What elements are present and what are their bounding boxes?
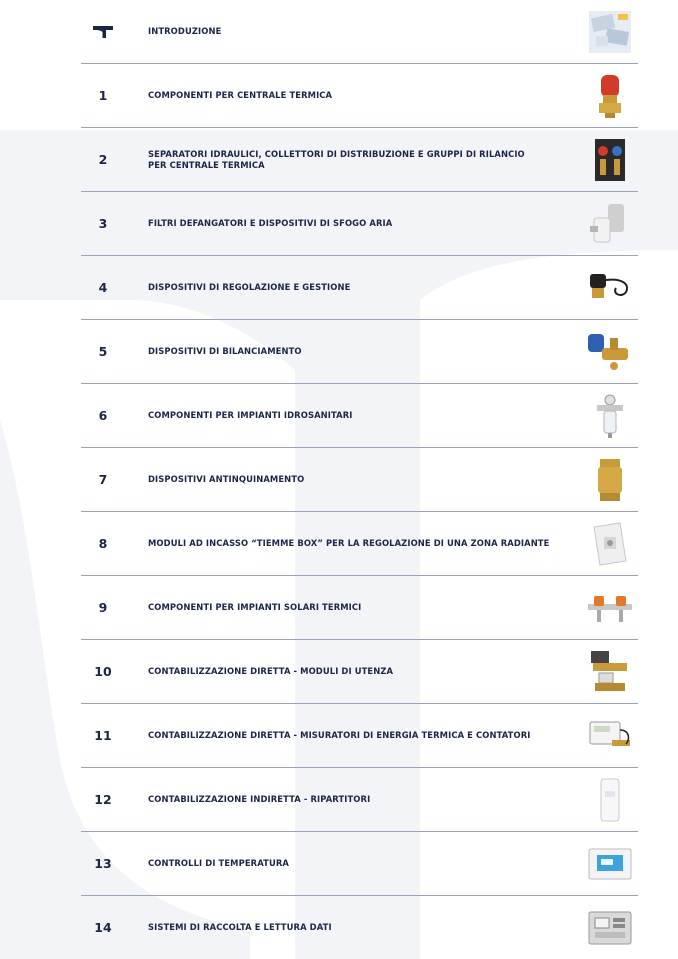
toc-title: DISPOSITIVI DI BILANCIAMENTO [148, 346, 302, 357]
section-number: 1 [98, 88, 108, 103]
check-valve-thumbnail [586, 457, 634, 503]
thermostat-thumbnail [586, 841, 634, 887]
toc-row-6[interactable] [81, 384, 638, 448]
toc-title: SEPARATORI IDRAULICI, COLLETTORI DI DISTRIBUZIONE E GRUPPI DI RILANCIO PER CENTRALE TERMICA [148, 149, 525, 170]
toc-title: COMPONENTI PER CENTRALE TERMICA [148, 90, 333, 101]
toc-title: COMPONENTI PER IMPIANTI IDROSANITARI [148, 410, 353, 421]
toc-row-5[interactable] [81, 320, 638, 384]
toc-row-8[interactable] [81, 512, 638, 576]
section-number: 13 [94, 856, 112, 871]
table-of-contents [81, 0, 638, 959]
dirt-separator-thumbnail [586, 201, 634, 247]
built-in-box-thumbnail [586, 521, 634, 567]
toc-title: CONTROLLI DI TEMPERATURA [148, 858, 289, 869]
toc-title: FILTRI DEFANGATORI E DISPOSITIVI DI SFOGO ARIA [148, 218, 393, 229]
section-number: 3 [98, 216, 108, 231]
section-number: 14 [94, 920, 112, 935]
section-number: 4 [98, 280, 108, 295]
section-number: 10 [94, 664, 112, 679]
section-number: 11 [94, 728, 112, 743]
user-module-thumbnail [586, 649, 634, 695]
toc-row-12[interactable] [81, 768, 638, 832]
section-number: 9 [98, 600, 108, 615]
toc-row-introduzione[interactable] [81, 0, 638, 64]
toc-title: SISTEMI DI RACCOLTA E LETTURA DATI [148, 922, 332, 933]
motorized-valve-thumbnail [586, 265, 634, 311]
toc-title: INTRODUZIONE [148, 26, 222, 37]
toc-title: CONTABILIZZAZIONE DIRETTA - MODULI DI UTENZA [148, 666, 394, 677]
section-number: 6 [98, 408, 108, 423]
section-number: 7 [98, 472, 108, 487]
toc-row-7[interactable] [81, 448, 638, 512]
toc-row-14[interactable] [81, 896, 638, 959]
water-filter-thumbnail [586, 393, 634, 439]
toc-row-4[interactable] [81, 256, 638, 320]
catalogue-cover-thumbnail [586, 9, 634, 55]
section-number: 2 [98, 152, 108, 167]
section-number: 12 [94, 792, 112, 807]
safety-valve-thumbnail [586, 73, 634, 119]
toc-title: MODULI AD INCASSO “TIEMME BOX” PER LA REGOLAZIONE DI UNA ZONA RADIANTE [148, 538, 550, 549]
data-logger-thumbnail [586, 905, 634, 951]
energy-meter-thumbnail [586, 713, 634, 759]
section-number: 5 [98, 344, 108, 359]
solar-valves-thumbnail [586, 585, 634, 631]
pump-group-thumbnail [586, 137, 634, 183]
toc-row-10[interactable] [81, 640, 638, 704]
heat-allocator-thumbnail [586, 777, 634, 823]
toc-row-9[interactable] [81, 576, 638, 640]
toc-row-13[interactable] [81, 832, 638, 896]
section-number: 8 [98, 536, 108, 551]
toc-row-2[interactable] [81, 128, 638, 192]
toc-title: COMPONENTI PER IMPIANTI SOLARI TERMICI [148, 602, 362, 613]
toc-row-1[interactable] [81, 64, 638, 128]
balancing-valve-thumbnail [586, 329, 634, 375]
toc-title: DISPOSITIVI ANTINQUINAMENTO [148, 474, 305, 485]
toc-title: CONTABILIZZAZIONE INDIRETTA - RIPARTITORI [148, 794, 371, 805]
toc-row-11[interactable] [81, 704, 638, 768]
tiemme-logo-icon [81, 0, 125, 63]
toc-row-3[interactable] [81, 192, 638, 256]
toc-title: DISPOSITIVI DI REGOLAZIONE E GESTIONE [148, 282, 351, 293]
toc-title: CONTABILIZZAZIONE DIRETTA - MISURATORI DI ENERGIA TERMICA E CONTATORI [148, 730, 531, 741]
